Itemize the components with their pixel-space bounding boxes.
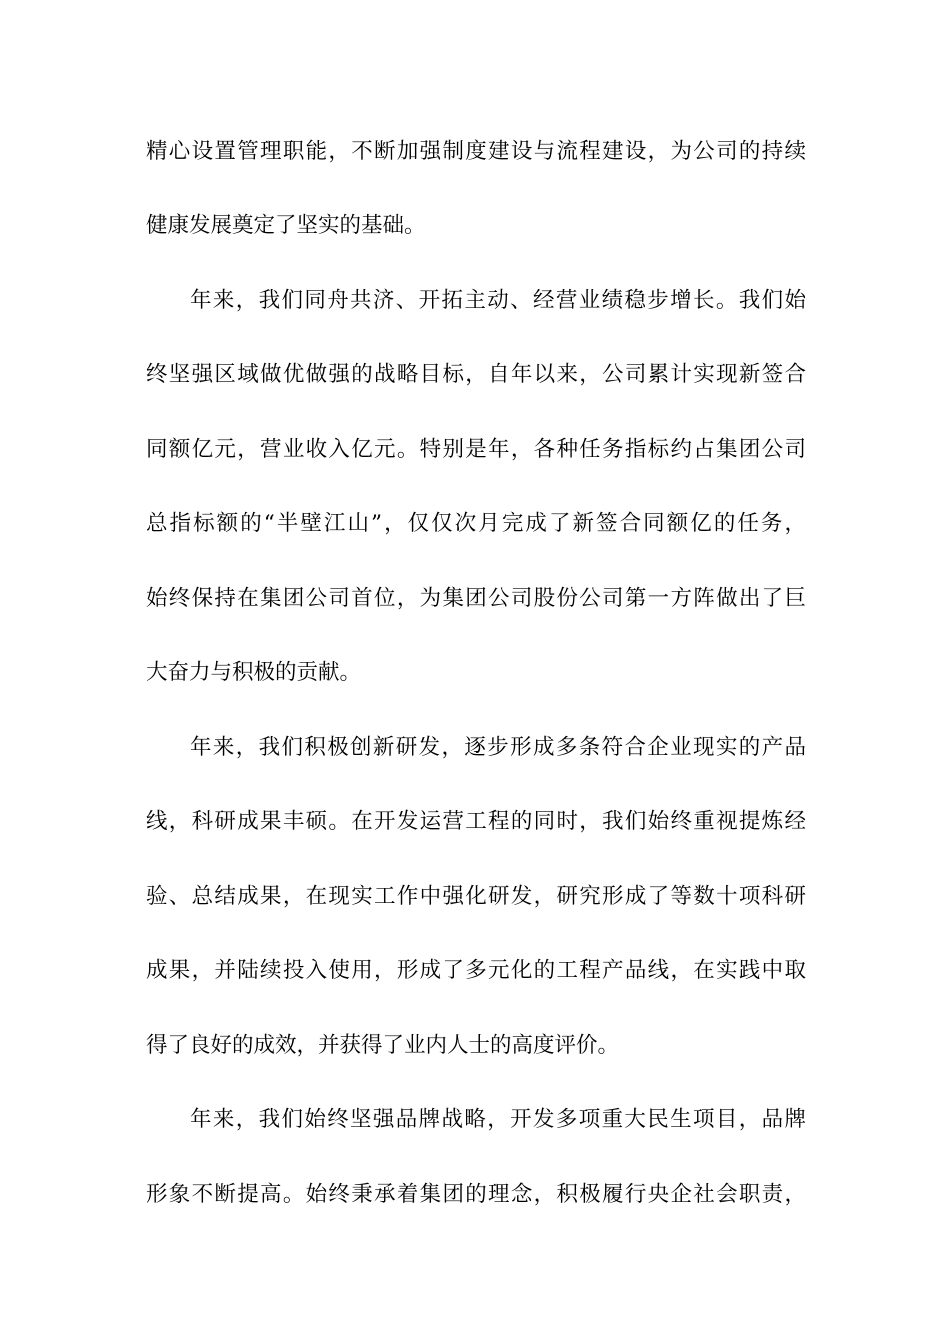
paragraph-line: 精心设置管理职能，不断加强制度建设与流程建设，为公司的持续 bbox=[146, 139, 806, 164]
paragraph-line: 始终保持在集团公司首位，为集团公司股份公司第一方阵做出了巨 bbox=[146, 586, 806, 611]
paragraph-line: 成果，并陆续投入使用，形成了多元化的工程产品线，在实践中取 bbox=[146, 958, 806, 983]
paragraph-line: 得了良好的成效，并获得了业内人士的高度评价。 bbox=[146, 1033, 620, 1058]
paragraph-line: 健康发展奠定了坚实的基础。 bbox=[146, 213, 426, 238]
paragraph-line: 年来，我们始终坚强品牌战略，开发多项重大民生项目，品牌 bbox=[190, 1107, 806, 1132]
paragraph-line: 线，科研成果丰硕。在开发运营工程的同时，我们始终重视提炼经 bbox=[146, 809, 806, 834]
paragraph-line: 年来，我们积极创新研发，逐步形成多条符合企业现实的产品 bbox=[190, 735, 806, 760]
paragraph-line: 同额亿元，营业收入亿元。特别是年，各种任务指标约占集团公司 bbox=[146, 437, 806, 462]
paragraph-line: 大奋力与积极的贡献。 bbox=[146, 660, 362, 685]
paragraph-line: 终坚强区域做优做强的战略目标，自年以来，公司累计实现新签合 bbox=[146, 362, 806, 387]
paragraph-line: 总指标额的“半壁江山”，仅仅次月完成了新签合同额亿的任务， bbox=[146, 511, 806, 536]
paragraph-line: 年来，我们同舟共济、开拓主动、经营业绩稳步增长。我们始 bbox=[190, 288, 806, 313]
paragraph-line: 形象不断提高。始终秉承着集团的理念，积极履行央企社会职责， bbox=[146, 1182, 806, 1207]
paragraph-line: 验、总结成果，在现实工作中强化研发，研究形成了等数十项科研 bbox=[146, 884, 806, 909]
